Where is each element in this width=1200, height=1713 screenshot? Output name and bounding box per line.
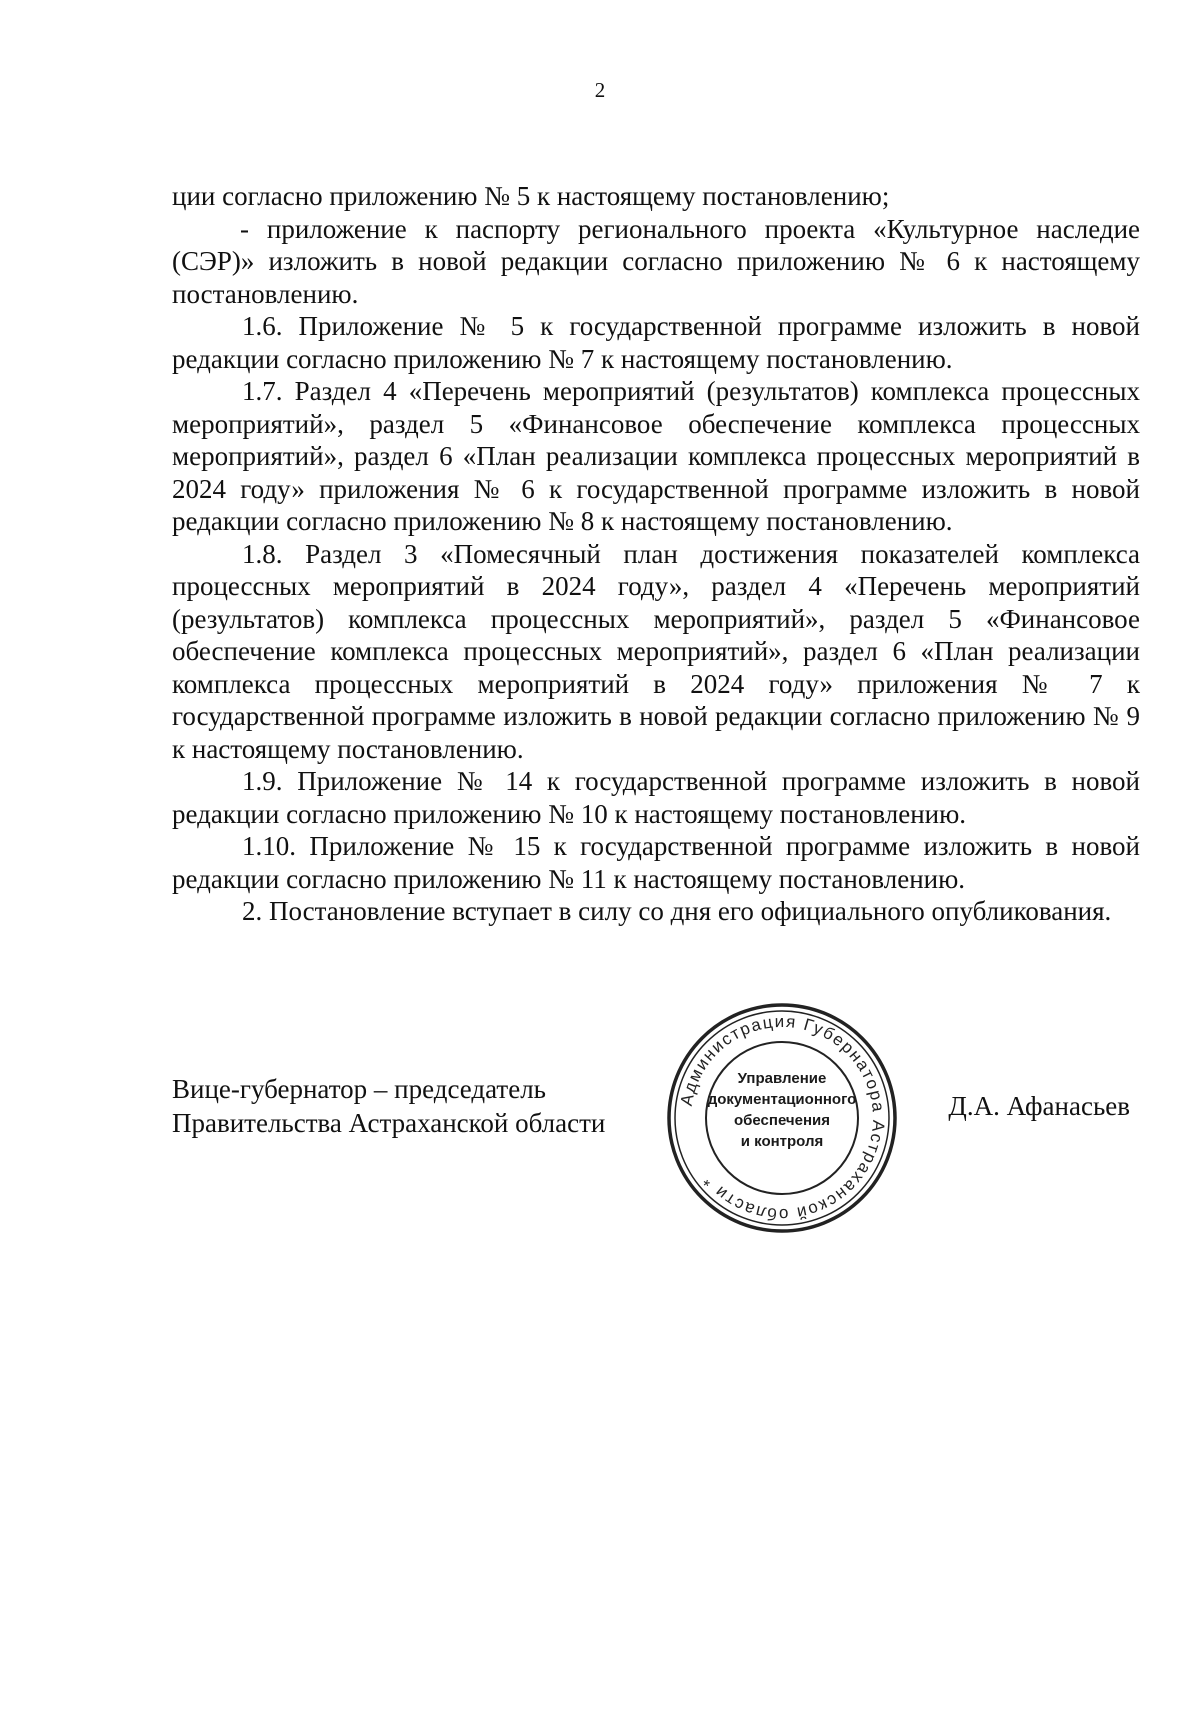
seal-center-line-3: обеспечения [733, 1112, 831, 1129]
signatory-position [172, 1072, 605, 1140]
seal-center-text [702, 1068, 862, 1152]
paragraph-continuation: ции согласно приложению № 5 к настоящему постановлению; [172, 181, 890, 211]
page-number: 2 [594, 78, 606, 102]
document-body [172, 180, 1140, 928]
paragraph-appendix-item: - приложение к паспорту регионального проекта «Культурное наследие (СЭР)» изложить в новой редакции согласно приложению № 6 к настоящему постановлению. [172, 213, 1140, 309]
signatory-name: Д.А. Афанасьев [948, 1091, 1130, 1121]
official-seal [664, 1000, 900, 1236]
paragraph-1-6: 1.6. Приложение № 5 к государственной программе изложить в новой редакции согласно приложению № 7 к настоящему постановлению. [172, 311, 1140, 374]
paragraph-1-10: 1.10. Приложение № 15 к государственной программе изложить в новой редакции согласно приложению № 11 к настоящему постановлению. [172, 831, 1140, 894]
seal-center-line-4: и контроля [740, 1133, 824, 1150]
paragraph-1-8: 1.8. Раздел 3 «Помесячный план достижения показателей комплекса процессных мероприятий в 2024 году», раздел 4 «Перечень мероприятий (результатов) комплекса процессных мероприятий», раздел 5 «Финансовое обеспечение комплекса процессных мероприятий», раздел 6 «План реализации комплекса процессных мероприятий в 2024 году» приложения № 7 к государственной программе изложить в новой редакции согласно приложению № 9 к настоящему постановлению. [172, 538, 1140, 764]
seal-ring-text: Администрация Губернатора Астраханской области * [676, 1011, 889, 1225]
paragraph-1-7: 1.7. Раздел 4 «Перечень мероприятий (результатов) комплекса процессных мероприятий», раздел 5 «Финансовое обеспечение комплекса процессных мероприятий», раздел 6 «План реализации комплекса процессных мероприятий в 2024 году» приложения № 6 к государственной программе изложить в новой редакции согласно приложению № 8 к настоящему постановлению. [172, 376, 1140, 536]
seal-center-line-2: документационного [707, 1091, 857, 1108]
seal-center-line-1: Управление [737, 1070, 827, 1087]
paragraph-1-9: 1.9. Приложение № 14 к государственной программе изложить в новой редакции согласно приложению № 10 к настоящему постановлению. [172, 766, 1140, 829]
paragraph-2: 2. Постановление вступает в силу со дня его официального опубликования. [242, 896, 1112, 926]
signatory-position-line-1: Вице-губернатор – председатель [172, 1074, 546, 1104]
signatory-position-line-2: Правительства Астраханской области [172, 1108, 606, 1138]
